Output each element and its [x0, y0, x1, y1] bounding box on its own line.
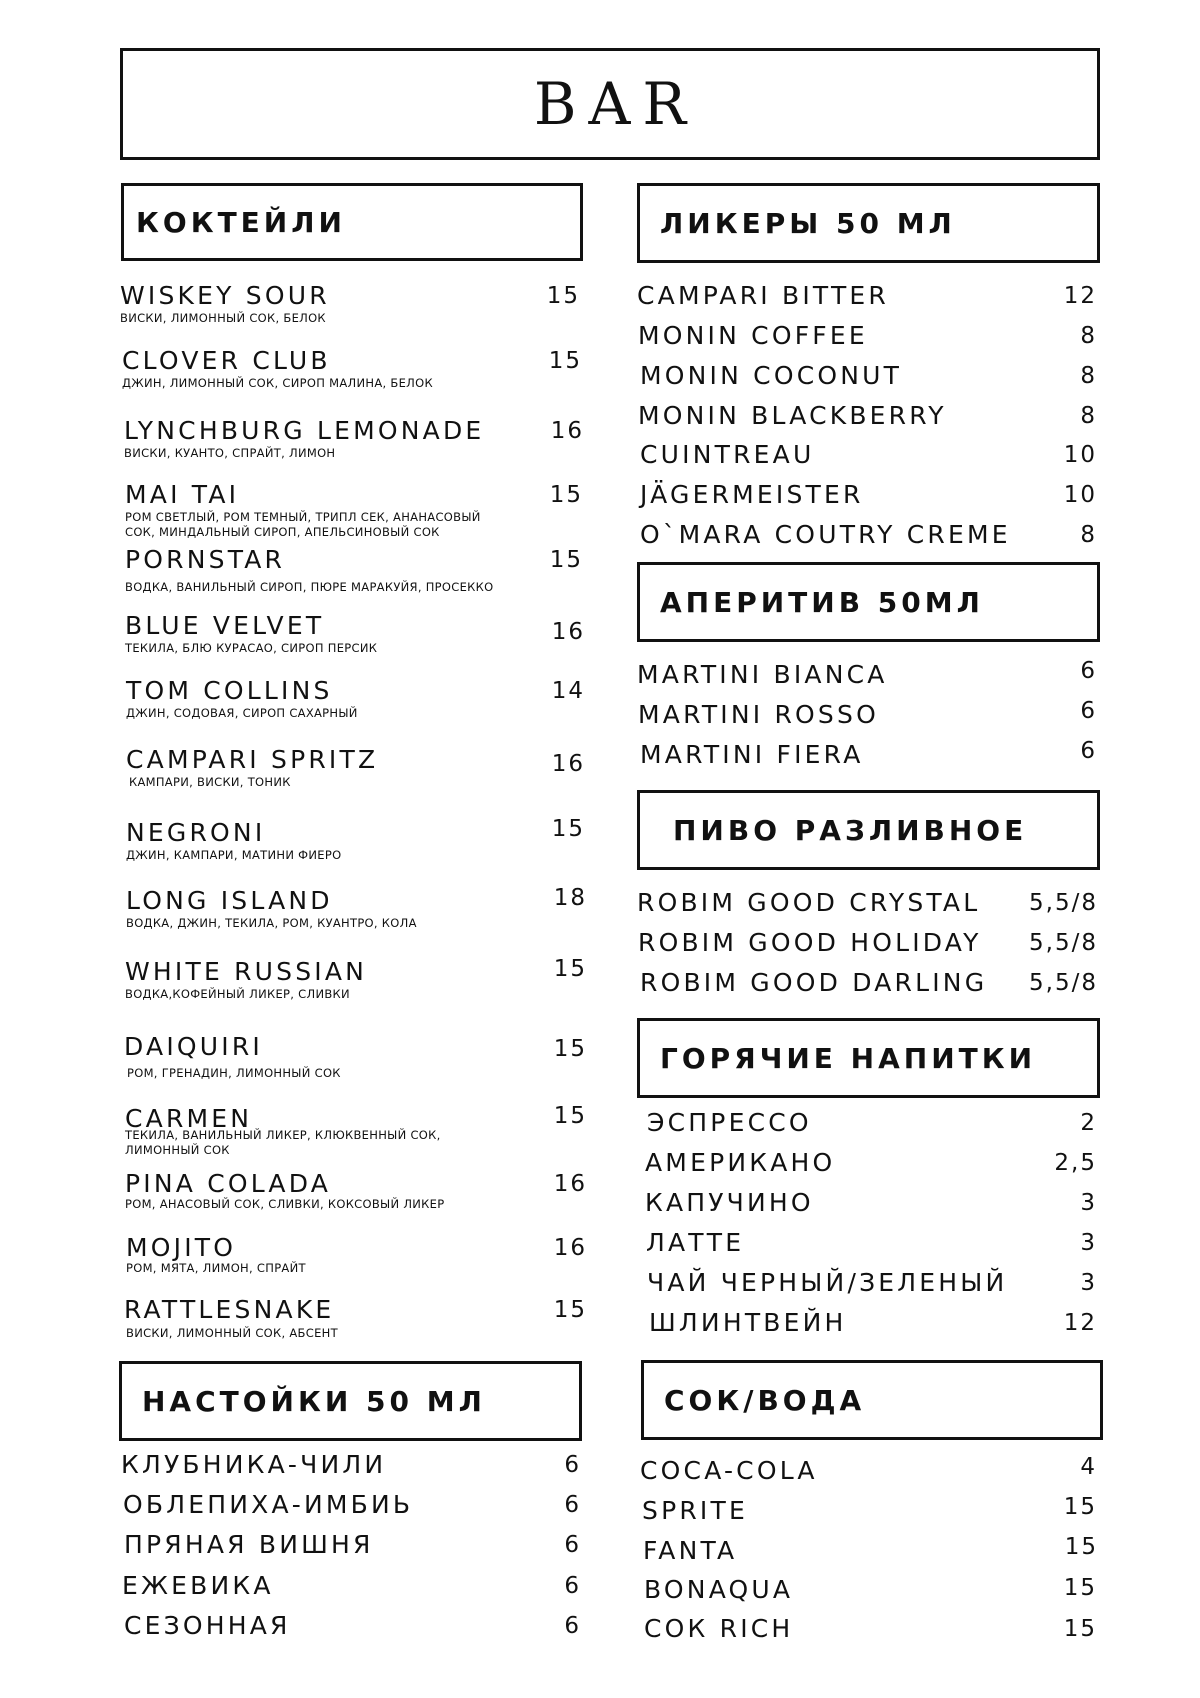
item-name: ЛАТТЕ — [646, 1228, 745, 1257]
item-name: MONIN BLACKBERRY — [638, 401, 947, 430]
item-name: WISKEY SOUR — [120, 281, 330, 310]
menu-item-liqueur — [637, 281, 1097, 311]
item-price: 4 — [1080, 1454, 1097, 1480]
item-description: РОМ, МЯТА, ЛИМОН, СПРАЙТ — [126, 1261, 306, 1275]
item-name: JÄGERMEISTER — [640, 480, 864, 509]
menu-item-mai-tai — [125, 480, 583, 539]
section-hot-drinks — [637, 1018, 1100, 1098]
item-name: PORNSTAR — [125, 545, 286, 574]
menu-item-mojito — [126, 1233, 587, 1275]
item-name: MARTINI ROSSO — [638, 700, 879, 729]
item-price: 15 — [553, 1103, 587, 1129]
item-name: СОК RICH — [644, 1614, 794, 1643]
item-price: 15 — [1063, 1616, 1097, 1642]
menu-item-tincture — [122, 1571, 581, 1601]
item-name: NEGRONI — [126, 818, 266, 847]
item-price: 16 — [550, 418, 584, 444]
section-title: НАСТОЙКИ 50 МЛ — [142, 1384, 486, 1418]
item-price: 15 — [551, 816, 585, 842]
item-name: BLUE VELVET — [125, 611, 325, 640]
item-price: 14 — [551, 678, 585, 704]
menu-item-aperitif — [638, 700, 1097, 730]
menu-item-tom-collins — [126, 676, 585, 720]
menu-item-clover-club — [122, 346, 582, 390]
menu-item-liqueur — [640, 361, 1097, 391]
menu-item-liqueur — [640, 440, 1097, 470]
item-price: 3 — [1080, 1190, 1097, 1216]
menu-item-soft-drink — [643, 1536, 1098, 1566]
menu-item-hot-drink — [649, 1308, 1097, 1338]
item-price: 8 — [1080, 403, 1097, 429]
page-title — [120, 48, 1100, 160]
item-price: 6 — [1080, 698, 1097, 724]
item-name: MARTINI FIERA — [640, 740, 864, 769]
menu-item-carmen — [125, 1103, 587, 1157]
item-name: CAMPARI SPRITZ — [126, 745, 379, 774]
item-name: RATTLESNAKE — [124, 1295, 335, 1324]
menu-item-tincture — [124, 1530, 581, 1560]
menu-item-daiquiri — [124, 1032, 587, 1080]
menu-item-liqueur — [640, 520, 1097, 550]
item-price: 15 — [549, 547, 583, 573]
item-description: ВИСКИ, КУАНТО, СПРАЙТ, ЛИМОН — [124, 446, 336, 460]
item-description: РОМ, ГРЕНАДИН, ЛИМОННЫЙ СОК — [127, 1066, 341, 1080]
item-name: DAIQUIRI — [124, 1032, 263, 1061]
item-price: 3 — [1080, 1230, 1097, 1256]
item-name: CUINTREAU — [640, 440, 815, 469]
menu-item-aperitif — [637, 660, 1097, 690]
item-price: 3 — [1080, 1270, 1097, 1296]
item-name: СЕЗОННАЯ — [124, 1611, 291, 1640]
item-price: 6 — [564, 1532, 581, 1558]
item-description: ВИСКИ, ЛИМОННЫЙ СОК, АБСЕНТ — [126, 1326, 338, 1340]
item-price: 5,5/8 — [1029, 930, 1098, 956]
item-name: MARTINI BIANCA — [637, 660, 888, 689]
menu-item-soft-drink — [644, 1575, 1097, 1605]
section-title: ЛИКЕРЫ 50 МЛ — [660, 206, 956, 240]
item-name: PINA COLADA — [125, 1169, 332, 1198]
item-description: ВОДКА, ВАНИЛЬНЫЙ СИРОП, ПЮРЕ МАРАКУЙЯ, ПРОСЕККО — [125, 580, 494, 594]
item-price: 12 — [1063, 1310, 1097, 1336]
item-price: 8 — [1080, 363, 1097, 389]
menu-item-liqueur — [638, 321, 1097, 351]
menu-item-liqueur — [638, 401, 1097, 431]
menu-item-tincture — [121, 1450, 581, 1480]
item-price: 15 — [1063, 1494, 1097, 1520]
menu-item-beer — [637, 888, 1098, 918]
section-cocktails — [121, 183, 583, 261]
item-price: 15 — [1063, 1575, 1097, 1601]
item-name: MOJITO — [126, 1233, 237, 1262]
item-price: 2,5 — [1054, 1150, 1097, 1176]
item-name: ЕЖЕВИКА — [122, 1571, 274, 1600]
section-liqueurs — [637, 183, 1100, 263]
menu-item-soft-drink — [642, 1496, 1097, 1526]
item-description: ВИСКИ, ЛИМОННЫЙ СОК, БЕЛОК — [120, 311, 326, 325]
item-description: РОМ СВЕТЛЫЙ, РОМ ТЕМНЫЙ, ТРИПЛ СЕК, АНАНАСОВЫЙ СОК, МИНДАЛЬНЫЙ СИРОП, АПЕЛЬСИНОВЫЙ СОК — [125, 510, 481, 539]
item-name: ROBIM GOOD HOLIDAY — [638, 928, 982, 957]
item-price: 16 — [553, 1171, 587, 1197]
item-name: CARMEN — [125, 1104, 253, 1133]
item-price: 10 — [1063, 482, 1097, 508]
item-price: 15 — [553, 1297, 587, 1323]
item-description: ДЖИН, ЛИМОННЫЙ СОК, СИРОП МАЛИНА, БЕЛОК — [122, 376, 433, 390]
menu-item-pornstar — [125, 545, 583, 594]
item-name: ROBIM GOOD DARLING — [640, 968, 988, 997]
item-price: 15 — [553, 1036, 587, 1062]
item-name: BONAQUA — [644, 1575, 794, 1604]
item-price: 6 — [564, 1613, 581, 1639]
item-price: 16 — [551, 751, 585, 777]
item-name: ОБЛЕПИХА-ИМБИЬ — [123, 1490, 414, 1519]
item-name: КЛУБНИКА-ЧИЛИ — [121, 1450, 387, 1479]
item-price: 15 — [553, 956, 587, 982]
item-price: 6 — [564, 1492, 581, 1518]
menu-item-hot-drink — [646, 1228, 1097, 1258]
item-description: ВОДКА, ДЖИН, ТЕКИЛА, РОМ, КУАНТРО, КОЛА — [126, 916, 417, 930]
menu-item-hot-drink — [645, 1148, 1097, 1178]
item-name: ШЛИНТВЕЙН — [649, 1308, 847, 1337]
item-price: 8 — [1080, 522, 1097, 548]
item-price: 6 — [564, 1573, 581, 1599]
item-price: 16 — [551, 619, 585, 645]
item-name: ROBIM GOOD CRYSTAL — [637, 888, 981, 917]
menu-item-hot-drink — [647, 1108, 1097, 1138]
item-price: 5,5/8 — [1029, 970, 1098, 996]
item-price: 8 — [1080, 323, 1097, 349]
section-title: АПЕРИТИВ 50МЛ — [660, 585, 984, 619]
item-name: CLOVER CLUB — [122, 346, 331, 375]
menu-item-beer — [638, 928, 1098, 958]
item-name: LONG ISLAND — [126, 886, 333, 915]
menu-item-hot-drink — [647, 1268, 1097, 1298]
item-price: 12 — [1063, 283, 1097, 309]
item-name: TOM COLLINS — [126, 676, 333, 705]
menu-item-lynchburg-lemonade — [124, 416, 584, 460]
menu-item-hot-drink — [645, 1188, 1097, 1218]
menu-item-beer — [640, 968, 1098, 998]
item-name: MAI TAI — [125, 480, 240, 509]
section-aperitif — [637, 562, 1100, 642]
item-price: 6 — [564, 1452, 581, 1478]
section-title: СОК/ВОДА — [664, 1383, 866, 1417]
item-name: MONIN COFFEE — [638, 321, 868, 350]
item-name: ЭСПРЕССО — [647, 1108, 812, 1137]
item-price: 5,5/8 — [1029, 890, 1098, 916]
item-description: РОМ, АНАСОВЫЙ СОК, СЛИВКИ, КОКСОВЫЙ ЛИКЕР — [125, 1197, 445, 1211]
item-price: 15 — [546, 283, 580, 309]
section-title: КОКТЕЙЛИ — [136, 205, 346, 239]
item-name: MONIN COCONUT — [640, 361, 903, 390]
menu-item-rattlesnake — [124, 1295, 587, 1340]
menu-item-tincture — [123, 1490, 581, 1520]
item-description: КАМПАРИ, ВИСКИ, ТОНИК — [129, 775, 291, 789]
item-description: ДЖИН, КАМПАРИ, МАТИНИ ФИЕРО — [126, 848, 342, 862]
item-price: 15 — [1064, 1534, 1098, 1560]
menu-item-soft-drink — [644, 1614, 1097, 1644]
menu-item-white-russian — [125, 956, 587, 1001]
item-description: ТЕКИЛА, БЛЮ КУРАСАО, СИРОП ПЕРСИК — [125, 641, 378, 655]
item-name: CAMPARI BITTER — [637, 281, 889, 310]
item-price: 6 — [1080, 738, 1097, 764]
item-name: WHITE RUSSIAN — [125, 957, 368, 986]
item-name: КАПУЧИНО — [645, 1188, 814, 1217]
item-name: АМЕРИКАНО — [645, 1148, 836, 1177]
menu-item-soft-drink — [640, 1456, 1097, 1486]
item-name: SPRITE — [642, 1496, 748, 1525]
menu-item-liqueur — [640, 480, 1097, 510]
menu-item-pina-colada — [125, 1169, 587, 1211]
item-price: 18 — [553, 885, 587, 911]
menu-item-aperitif — [640, 740, 1097, 770]
item-name: O`MARA COUTRY CREME — [640, 520, 1011, 549]
menu-item-blue-velvet — [125, 611, 585, 655]
item-price: 6 — [1080, 658, 1097, 684]
section-title: ПИВО РАЗЛИВНОЕ — [673, 813, 1028, 847]
menu-item-tincture — [124, 1611, 581, 1641]
menu-item-negroni — [126, 816, 585, 862]
section-title: ГОРЯЧИЕ НАПИТКИ — [660, 1041, 1037, 1075]
item-price: 16 — [553, 1235, 587, 1261]
page-title-text: BAR — [533, 70, 699, 138]
item-name: COCA-COLA — [640, 1456, 818, 1485]
item-name: ЧАЙ ЧЕРНЫЙ/ЗЕЛЕНЫЙ — [647, 1268, 1008, 1297]
item-description: ДЖИН, СОДОВАЯ, СИРОП САХАРНЫЙ — [126, 706, 358, 720]
item-name: FANTA — [643, 1536, 738, 1565]
item-price: 15 — [548, 348, 582, 374]
menu-item-campari-spritz — [126, 745, 585, 789]
item-name: ПРЯНАЯ ВИШНЯ — [124, 1530, 374, 1559]
item-price: 15 — [549, 482, 583, 508]
item-price: 2 — [1080, 1110, 1097, 1136]
section-beer — [637, 790, 1100, 870]
item-price: 10 — [1063, 442, 1097, 468]
item-name: LYNCHBURG LEMONADE — [124, 416, 485, 445]
menu-item-long-island — [126, 885, 587, 930]
item-description: ТЕКИЛА, ВАНИЛЬНЫЙ ЛИКЕР, КЛЮКВЕННЫЙ СОК, ЛИМОННЫЙ СОК — [125, 1128, 441, 1157]
menu-item-wiskey-sour — [120, 281, 580, 325]
item-description: ВОДКА,КОФЕЙНЫЙ ЛИКЕР, СЛИВКИ — [125, 987, 350, 1001]
section-juice-water — [641, 1360, 1103, 1440]
section-tinctures — [119, 1361, 582, 1441]
